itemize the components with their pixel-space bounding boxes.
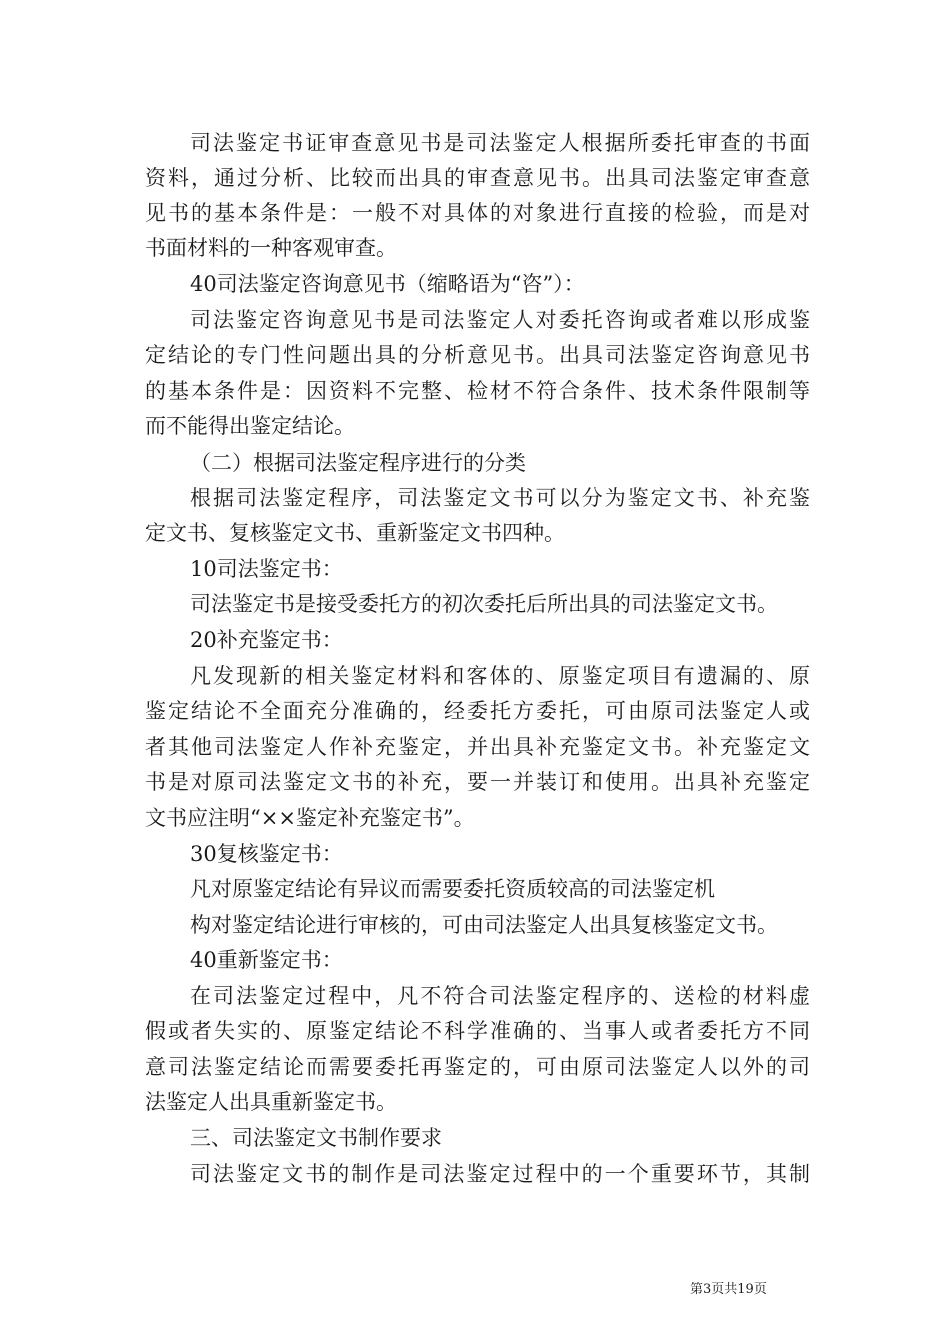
section-heading: （二）根据司法鉴定程序进行的分类	[190, 451, 526, 475]
paragraph-line: 凡对原鉴定结论有异议而需要委托资质较高的司法鉴定机	[190, 877, 715, 901]
paragraph-line: 司法鉴定咨询意见书是司法鉴定人对委托咨询或者难以形成鉴	[190, 308, 810, 332]
paragraph-line: 者其他司法鉴定人作补充鉴定，并出具补充鉴定文书。补充鉴定文	[145, 735, 810, 759]
paragraph-line: 而不能得出鉴定结论。	[145, 414, 355, 438]
subheading-line: 30复核鉴定书：	[190, 842, 343, 866]
paragraph-line: 司法鉴定文书的制作是司法鉴定过程中的一个重要环节，其制	[190, 1162, 810, 1186]
paragraph-line: 司法鉴定书是接受委托方的初次委托后所出具的司法鉴定文书。	[190, 592, 778, 616]
paragraph-line: 法鉴定人出具重新鉴定书。	[145, 1090, 397, 1114]
paragraph-line: 定文书、复核鉴定文书、重新鉴定文书四种。	[145, 521, 565, 545]
subheading-line: 20补充鉴定书：	[190, 628, 343, 652]
paragraph-line: 意司法鉴定结论而需要委托再鉴定的，可由原司法鉴定人以外的司	[145, 1055, 810, 1079]
paragraph-line: 定结论的专门性问题出具的分析意见书。出具司法鉴定咨询意见书	[145, 343, 810, 367]
paragraph-line: 凡发现新的相关鉴定材料和客体的、原鉴定项目有遗漏的、原	[190, 664, 810, 688]
paragraph-line: 文书应注明“××鉴定补充鉴定书”。	[145, 806, 475, 830]
paragraph-line: 书是对原司法鉴定文书的补充，要一并装订和使用。出具补充鉴定	[145, 770, 810, 794]
paragraph-line: 资料，通过分析、比较而出具的审查意见书。出具司法鉴定审查意	[145, 166, 810, 190]
subheading-line: 40司法鉴定咨询意见书（缩略语为“咨”）：	[190, 272, 585, 296]
paragraph-line: 的基本条件是：因资料不完整、检材不符合条件、技术条件限制等	[145, 379, 810, 403]
paragraph-line: 根据司法鉴定程序，司法鉴定文书可以分为鉴定文书、补充鉴	[190, 486, 810, 510]
page-number: 第3页共19页	[690, 1282, 767, 1297]
paragraph-line: 构对鉴定结论进行审核的，可由司法鉴定人出具复核鉴定文书。	[190, 913, 778, 937]
paragraph-line: 在司法鉴定过程中，凡不符合司法鉴定程序的、送检的材料虚	[190, 984, 810, 1008]
paragraph-line: 司法鉴定书证审查意见书是司法鉴定人根据所委托审查的书面	[190, 131, 810, 155]
subheading-line: 40重新鉴定书：	[190, 948, 343, 972]
section-heading: 三、司法鉴定文书制作要求	[190, 1126, 442, 1150]
subheading-line: 10司法鉴定书：	[190, 557, 343, 581]
paragraph-line: 见书的基本条件是：一般不对具体的对象进行直接的检验，而是对	[145, 201, 810, 225]
paragraph-line: 假或者失实的、原鉴定结论不科学准确的、当事人或者委托方不同	[145, 1019, 810, 1043]
paragraph-line: 鉴定结论不全面充分准确的，经委托方委托，可由原司法鉴定人或	[145, 699, 810, 723]
paragraph-line: 书面材料的一种客观审查。	[145, 236, 397, 260]
